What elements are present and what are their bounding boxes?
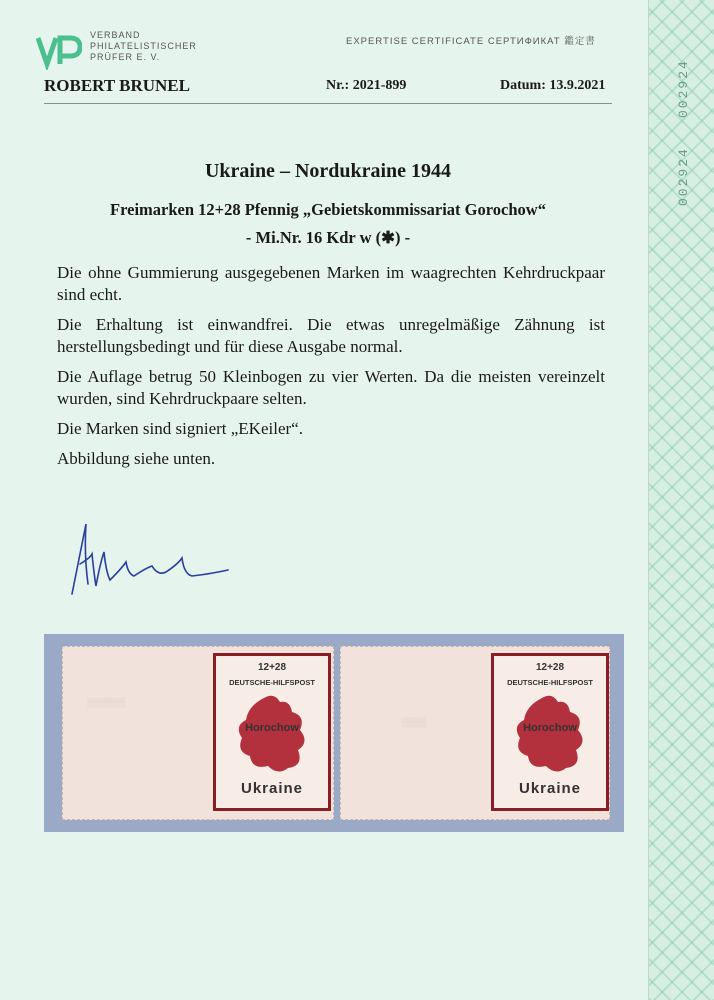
serial-number-vertical-2: 002924 [676, 147, 691, 206]
stamp-right [340, 646, 610, 820]
stamp-value: 12+28 [257, 662, 287, 673]
certificate-date: Datum: 13.9.2021 [500, 78, 606, 93]
stamp-design [491, 653, 609, 811]
header-divider [44, 103, 612, 104]
offset-print: ▒▒▒▒ [401, 717, 427, 727]
body-paragraph: Die Marken sind signiert „EKeiler“. [57, 419, 303, 438]
stamp-country: Ukraine [518, 780, 582, 797]
stamp-image-panel [44, 634, 624, 832]
body-paragraph: Die Erhaltung ist einwandfrei. Die etwas unregelmäßige Zähnung ist herstellungsbedingt und für diese Ausgabe normal. [57, 315, 605, 356]
certificate-body [57, 262, 605, 478]
association-name-line1: VERBAND [90, 30, 141, 40]
stamp-post: DEUTSCHE-HILFSPOST [507, 678, 593, 687]
association-name-line3: PRÜFER E. V. [90, 52, 161, 62]
stamp-country: Ukraine [240, 780, 304, 797]
stamp-city: Horochow [523, 722, 577, 734]
certificate-title: Ukraine – Nordukraine 1944 [204, 160, 452, 182]
stamp-left [62, 646, 334, 820]
serial-number-vertical-1: 002924 [676, 59, 691, 118]
expert-name: ROBERT BRUNEL [44, 76, 190, 95]
stamp-city: Horochow [245, 722, 299, 734]
certificate-label: EXPERTISE CERTIFICATE СЕРТИФИКАТ 鑑定書 [346, 36, 596, 47]
stamp-design [213, 653, 331, 811]
body-paragraph: Abbildung siehe unten. [57, 449, 216, 468]
stamp-value: 12+28 [535, 662, 565, 673]
map-icon [234, 692, 310, 776]
association-name [90, 30, 197, 63]
offset-print: ▒▒▒▒▒▒ [87, 697, 126, 707]
map-icon [512, 692, 588, 776]
certificate-subtitle: Freimarken 12+28 Pfennig „Gebietskommissariat Gorochow“ [110, 200, 546, 219]
catalog-number: - Mi.Nr. 16 Kdr w (✱) - [245, 228, 411, 247]
stamp-post: DEUTSCHE-HILFSPOST [229, 678, 315, 687]
certificate-number: Nr.: 2021-899 [326, 78, 407, 93]
expert-signature [62, 514, 242, 604]
body-paragraph: Die ohne Gummierung ausgegebenen Marken im waagrechten Kehrdruckpaar sind echt. [57, 263, 605, 304]
vp-logo-icon [36, 34, 82, 70]
body-paragraph: Die Auflage betrug 50 Kleinbogen zu vier Werten. Da die meisten vereinzelt wurden, sind Kehrdruckpaare selten. [57, 367, 605, 408]
association-name-line2: PHILATELISTISCHER [90, 41, 197, 51]
